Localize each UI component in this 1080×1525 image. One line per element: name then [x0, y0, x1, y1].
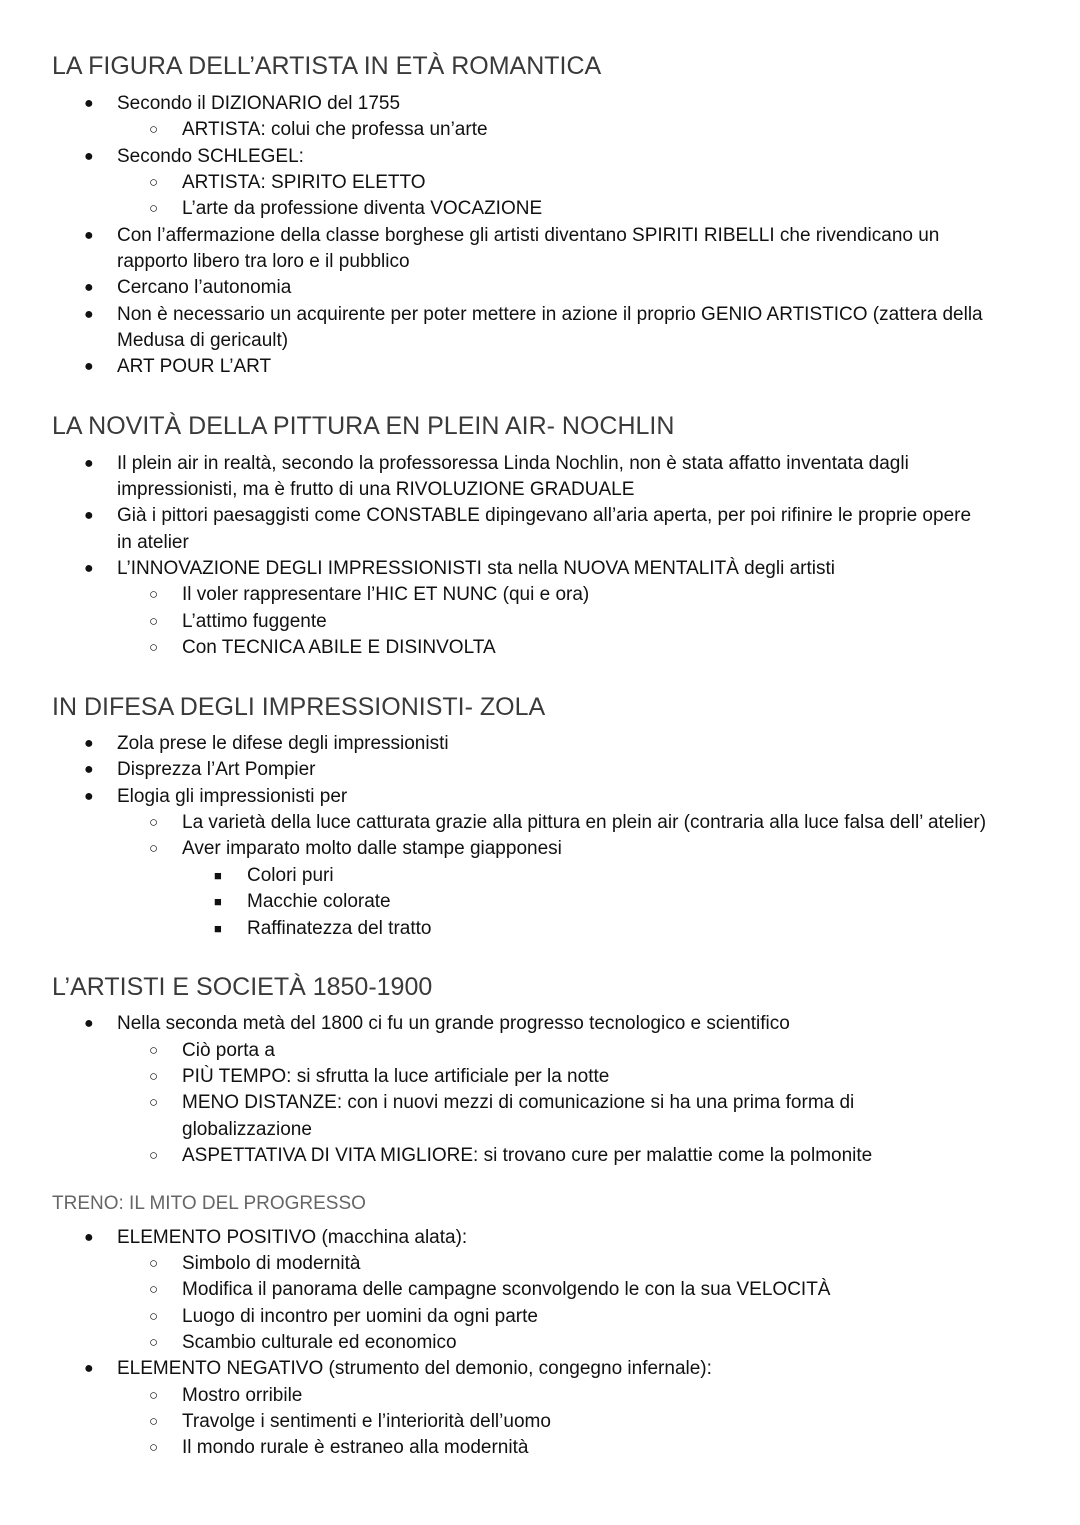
list-item: ELEMENTO POSITIVO (macchina alata):	[117, 1227, 468, 1248]
square-bullet-icon: ■	[214, 921, 222, 936]
list-item-continuation: Medusa di gericault)	[117, 330, 289, 351]
list-item: L’attimo fuggente	[182, 611, 327, 632]
circle-bullet-icon: ○	[149, 613, 159, 630]
list-item: L’arte da professione diventa VOCAZIONE	[182, 198, 543, 219]
list-item: Il voler rappresentare l’HIC ET NUNC (qui e ora)	[182, 584, 590, 605]
list-item: ASPETTATIVA DI VITA MIGLIORE: si trovano cure per malattie come la polmonite	[182, 1145, 873, 1166]
list-item: Secondo il DIZIONARIO del 1755	[117, 93, 401, 114]
list-item: Con TECNICA ABILE E DISINVOLTA	[182, 637, 496, 658]
section-title: L’ARTISTI E SOCIETÀ 1850-1900	[52, 973, 433, 1001]
circle-bullet-icon: ○	[149, 121, 159, 138]
bullet-icon: ●	[84, 761, 94, 778]
list-item: Nella seconda metà del 1800 ci fu un grande progresso tecnologico e scientifico	[117, 1013, 790, 1034]
bullet-icon: ●	[84, 1015, 94, 1032]
bullet-icon: ●	[84, 95, 94, 112]
list-item: Cercano l’autonomia	[117, 277, 292, 298]
circle-bullet-icon: ○	[149, 174, 159, 191]
list-item: L’INNOVAZIONE DEGLI IMPRESSIONISTI sta nella NUOVA MENTALITÀ degli artisti	[117, 558, 835, 579]
bullet-icon: ●	[84, 306, 94, 323]
section-title: LA NOVITÀ DELLA PITTURA EN PLEIN AIR- NOCHLIN	[52, 412, 675, 440]
bullet-icon: ●	[84, 358, 94, 375]
list-item-continuation: impressionisti, ma è frutto di una RIVOLUZIONE GRADUALE	[117, 479, 635, 500]
bullet-icon: ●	[84, 735, 94, 752]
list-item: Il plein air in realtà, secondo la professoressa Linda Nochlin, non è stata affatto inventata dagli	[117, 453, 909, 474]
circle-bullet-icon: ○	[149, 1387, 159, 1404]
list-item-continuation: rapporto libero tra loro e il pubblico	[117, 251, 410, 272]
list-item: MENO DISTANZE: con i nuovi mezzi di comunicazione si ha una prima forma di	[182, 1092, 855, 1113]
circle-bullet-icon: ○	[149, 814, 159, 831]
section-title: LA FIGURA DELL’ARTISTA IN ETÀ ROMANTICA	[52, 52, 602, 80]
list-item-continuation: globalizzazione	[182, 1119, 312, 1140]
circle-bullet-icon: ○	[149, 1334, 159, 1351]
bullet-icon: ●	[84, 1360, 94, 1377]
circle-bullet-icon: ○	[149, 200, 159, 217]
list-item: PIÙ TEMPO: si sfrutta la luce artificiale per la notte	[182, 1066, 610, 1087]
list-item: Già i pittori paesaggisti come CONSTABLE dipingevano all’aria aperta, per poi rifinire le proprie opere	[117, 505, 972, 526]
list-item: ARTISTA: SPIRITO ELETTO	[182, 172, 426, 193]
list-item: Con l’affermazione della classe borghese gli artisti diventano SPIRITI RIBELLI che rivendicano un	[117, 225, 940, 246]
circle-bullet-icon: ○	[149, 586, 159, 603]
list-item-continuation: in atelier	[117, 532, 189, 553]
list-item: Simbolo di modernità	[182, 1253, 361, 1274]
circle-bullet-icon: ○	[149, 1042, 159, 1059]
circle-bullet-icon: ○	[149, 1281, 159, 1298]
circle-bullet-icon: ○	[149, 1094, 159, 1111]
circle-bullet-icon: ○	[149, 1439, 159, 1456]
list-item: Scambio culturale ed economico	[182, 1332, 457, 1353]
list-item: Modifica il panorama delle campagne sconvolgendo le con la sua VELOCITÀ	[182, 1279, 831, 1300]
list-item: Ciò porta a	[182, 1040, 275, 1061]
bullet-icon: ●	[84, 507, 94, 524]
section-subtitle: TRENO: IL MITO DEL PROGRESSO	[52, 1193, 366, 1214]
list-item: Elogia gli impressionisti per	[117, 786, 348, 807]
bullet-icon: ●	[84, 788, 94, 805]
circle-bullet-icon: ○	[149, 840, 159, 857]
circle-bullet-icon: ○	[149, 1068, 159, 1085]
list-item: Il mondo rurale è estraneo alla modernità	[182, 1437, 529, 1458]
bullet-icon: ●	[84, 279, 94, 296]
list-item: ARTISTA: colui che professa un’arte	[182, 119, 488, 140]
list-item: Zola prese le difese degli impressionisti	[117, 733, 449, 754]
list-item: ART POUR L’ART	[117, 356, 272, 377]
list-item: Aver imparato molto dalle stampe giapponesi	[182, 838, 562, 859]
list-item: Travolge i sentimenti e l’interiorità dell’uomo	[182, 1411, 551, 1432]
circle-bullet-icon: ○	[149, 639, 159, 656]
list-item: Non è necessario un acquirente per poter mettere in azione il proprio GENIO ARTISTICO (zattera della	[117, 304, 983, 325]
square-bullet-icon: ■	[214, 868, 222, 883]
bullet-icon: ●	[84, 455, 94, 472]
list-item: Luogo di incontro per uomini da ogni parte	[182, 1306, 538, 1327]
section-title: IN DIFESA DEGLI IMPRESSIONISTI- ZOLA	[52, 693, 546, 721]
list-item: Raffinatezza del tratto	[247, 918, 432, 939]
circle-bullet-icon: ○	[149, 1413, 159, 1430]
bullet-icon: ●	[84, 1229, 94, 1246]
list-item: ELEMENTO NEGATIVO (strumento del demonio, congegno infernale):	[117, 1358, 712, 1379]
list-item: Macchie colorate	[247, 891, 391, 912]
circle-bullet-icon: ○	[149, 1147, 159, 1164]
bullet-icon: ●	[84, 148, 94, 165]
list-item: Disprezza l’Art Pompier	[117, 759, 316, 780]
circle-bullet-icon: ○	[149, 1255, 159, 1272]
bullet-icon: ●	[84, 560, 94, 577]
list-item: Colori puri	[247, 865, 334, 886]
square-bullet-icon: ■	[214, 894, 222, 909]
list-item: Mostro orribile	[182, 1385, 303, 1406]
list-item: Secondo SCHLEGEL:	[117, 146, 304, 167]
bullet-icon: ●	[84, 227, 94, 244]
list-item: La varietà della luce catturata grazie alla pittura en plein air (contraria alla luce falsa dell’ atelier)	[182, 812, 987, 833]
circle-bullet-icon: ○	[149, 1308, 159, 1325]
